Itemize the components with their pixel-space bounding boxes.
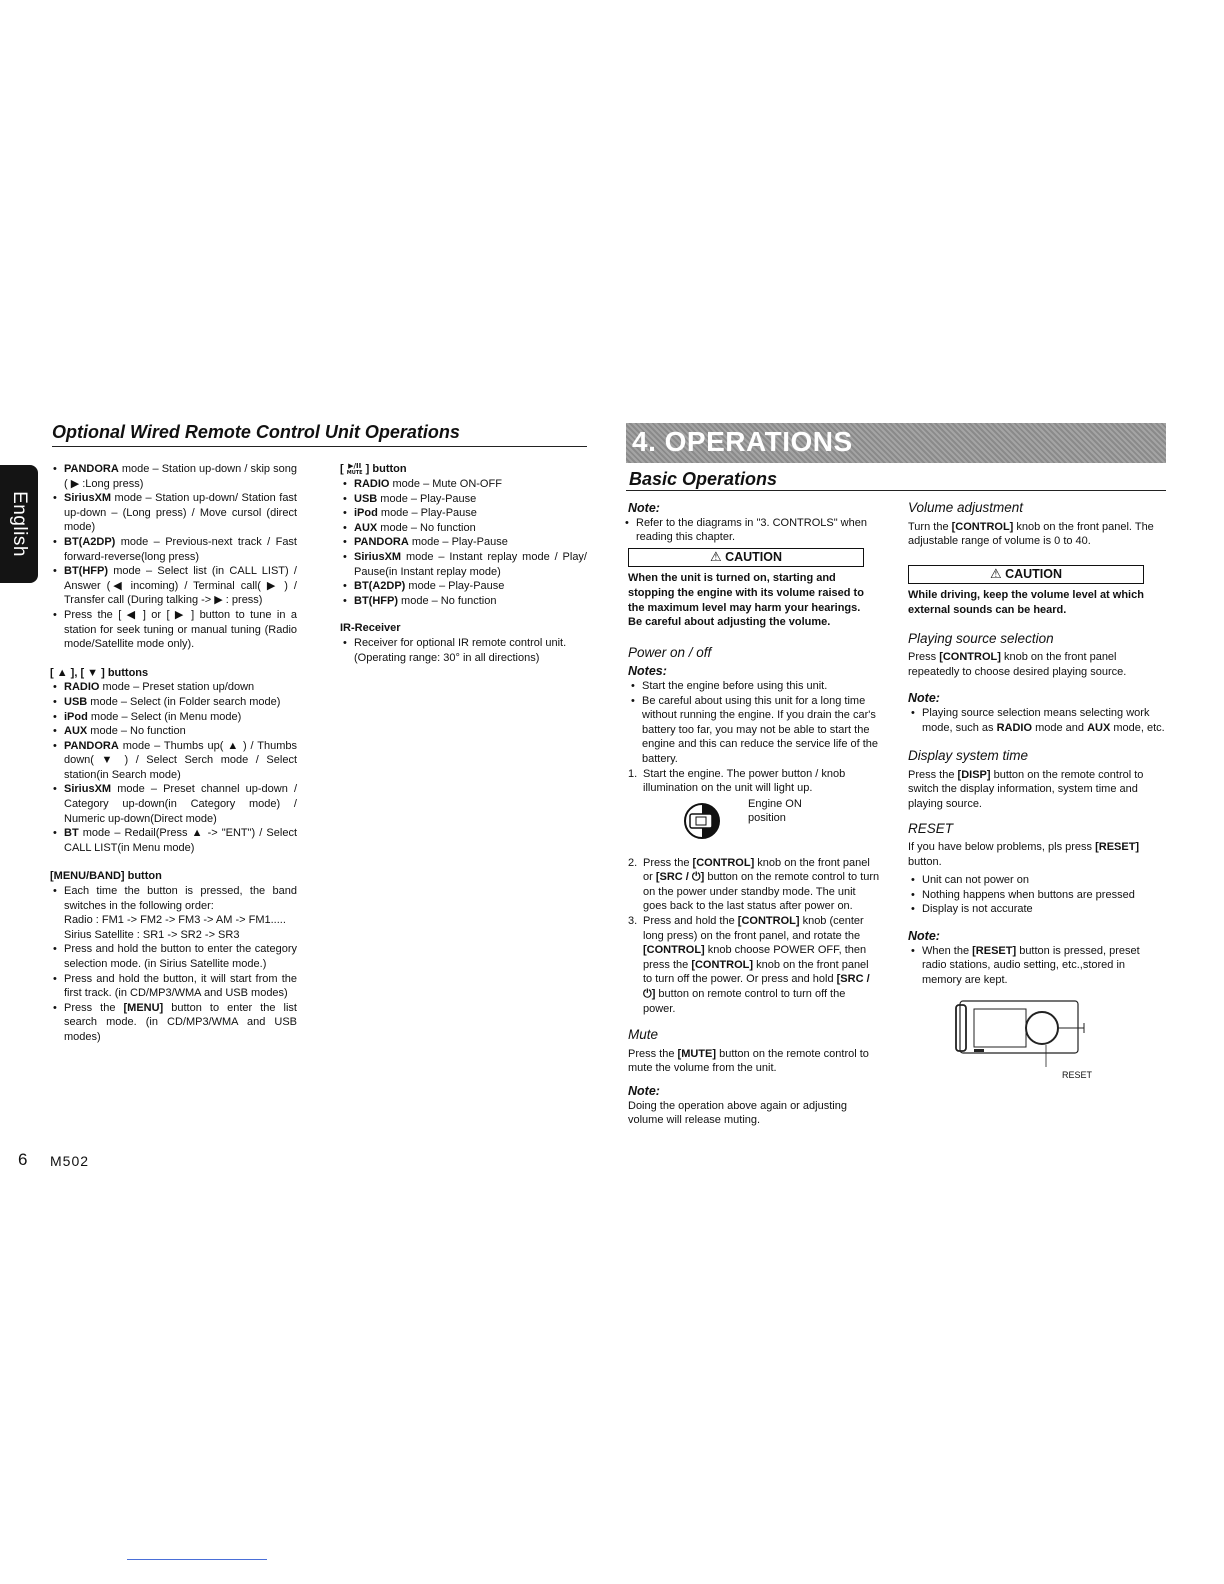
ignition-key-icon xyxy=(680,800,742,842)
display-time-title: Display system time xyxy=(908,748,1029,764)
model-name: M502 xyxy=(50,1153,90,1169)
list-item: • PANDORA mode – Thumbs up( ▲ ) / Thumbs down( ▼ ) / Select Serch mode / Select station(in Search mode) xyxy=(50,739,297,783)
source-title: Playing source selection xyxy=(908,630,1054,646)
list-item: • Refer to the diagrams in "3. CONTROLS" when reading this chapter. xyxy=(622,516,880,545)
list-item: • Press and hold the button, it will start from the first track. (in CD/MP3/WMA and USB modes) xyxy=(50,972,297,1001)
right-title-rule xyxy=(626,490,1166,491)
chapter-banner xyxy=(626,423,1166,463)
source-note-label: Note: xyxy=(908,691,940,706)
reset-problem-list xyxy=(908,873,1166,917)
engine-on-label: Engine ON position xyxy=(748,797,802,825)
list-item: • SiriusXM mode – Instant replay mode / Play/ Pause(in Instant replay mode) xyxy=(340,550,587,579)
reset-diagram xyxy=(908,995,1166,1085)
list-item: • PANDORA mode – Play-Pause xyxy=(340,535,587,550)
list-item: • Press and hold the button to enter the category selection mode. (in Sirius Satellite mode.) xyxy=(50,942,297,971)
right-section-title: Basic Operations xyxy=(629,469,778,489)
list-item: • SiriusXM mode – Station up-down/ Station fast up-down – (Long press) / Move cursol (direct mode) xyxy=(50,491,297,535)
power-steps-continued xyxy=(628,856,880,1017)
updown-list xyxy=(50,680,297,855)
left-column-2 xyxy=(340,462,587,665)
mute-note-text: Doing the operation above again or adjusting volume will release muting. xyxy=(628,1099,847,1127)
list-item: • BT(A2DP) mode – Play-Pause xyxy=(340,579,587,594)
play-pause-mute-icon: ▶/II MUTE xyxy=(346,462,363,476)
list-item: • Press the [MENU] button to enter the list search mode. (in CD/MP3/WMA and USB modes) xyxy=(50,1001,297,1045)
list-item: • Press the [ ◀ ] or [ ▶ ] button to tune in a station for seek tuning or manual tuning (Radio mode/Satellite mode only). xyxy=(50,608,297,652)
power-steps xyxy=(628,767,880,796)
warning-icon: ⚠ xyxy=(709,549,722,565)
mute-text: Press the [MUTE] button on the remote control to mute the volume from the unit. xyxy=(628,1047,869,1075)
notes-label: Notes: xyxy=(628,664,667,679)
chapter-title: 4. OPERATIONS xyxy=(632,426,853,457)
list-item: • BT(HFP) mode – No function xyxy=(340,594,587,609)
caution-box: ⚠ CAUTION xyxy=(628,548,864,568)
note-list xyxy=(622,516,880,545)
right-column-1 xyxy=(628,501,880,1128)
volume-title: Volume adjustment xyxy=(908,500,1024,515)
list-item: • BT mode – Redail(Press ▲ -> "ENT") / Select CALL LIST(in Menu mode) xyxy=(50,826,297,855)
step-3: 3. Press and hold the [CONTROL] knob (center long press) on the front panel, and rotate the [CONTROL] knob choose POWER OFF, then press the [CONTROL] knob on the front panel to turn off the power. Or press and hold [SRC / ⏻] button on remote control to turn off the power. xyxy=(628,915,870,1015)
list-item: • AUX mode – No function xyxy=(340,521,587,536)
caution-text-2: Be careful about adjusting the volume. xyxy=(628,616,831,629)
step-2: 2. Press the [CONTROL] knob on the front panel or [SRC / ⏻] button on the remote control to turn on the power under standby mode. The unit goes back to the last status after power on. xyxy=(628,856,880,913)
volume-text: Turn the [CONTROL] knob on the front panel. The adjustable range of volume is 0 to 40. xyxy=(908,520,1154,548)
warning-icon: ⚠ xyxy=(989,566,1002,582)
caution-text: When the unit is turned on, starting and stopping the engine with its volume raised to the maximum level may harm your hearings. xyxy=(628,572,864,614)
reset-text: If you have below problems, pls press [RESET] button. xyxy=(908,841,1140,868)
list-item: • PANDORA mode – Station up-down / skip song ( ▶ :Long press) xyxy=(50,462,297,491)
list-item: • BT(HFP) mode – Select list (in CALL LIST) / Answer (◀ incoming) / Terminal call( ▶ ) / Transfer call (During talking -> ▶ : press) xyxy=(50,564,297,608)
updown-heading: [ ▲ ], [ ▼ ] buttons xyxy=(50,666,149,679)
reset-note-label: Note: xyxy=(908,929,940,944)
list-item: • SiriusXM mode – Preset channel up-down / Category up-down(in Category mode) / Numeric up-down(Direct mode) xyxy=(50,782,297,826)
source-note-list xyxy=(908,706,1166,735)
list-item: • BT(A2DP) mode – Previous-next track / Fast forward-reverse(long press) xyxy=(50,535,297,564)
mute-button-heading: [ ▶/II MUTE ] button xyxy=(340,462,407,476)
list-item: • USB mode – Select (in Folder search mode) xyxy=(50,695,297,710)
list-item: • Be careful about using this unit for a long time without running the engine. If you drain the car's battery too far, you may not be able to start the engine and this can reduce the service life of the battery. xyxy=(628,694,880,767)
list-item: • Each time the button is pressed, the band switches in the following order: Radio : FM1 -> FM2 -> FM3 -> AM -> FM1..... Sirius Satellite : SR1 -> SR2 -> SR3 xyxy=(50,884,297,942)
list-item: • Playing source selection means selecting work mode, such as RADIO mode and AUX mode, etc. xyxy=(908,706,1166,735)
head-unit-illustration xyxy=(954,995,1094,1075)
list-item: • Receiver for optional IR remote control unit. (Operating range: 30° in all directions) xyxy=(340,636,587,665)
list-item: • Unit can not power on xyxy=(908,873,1166,888)
source-text: Press [CONTROL] knob on the front panel repeatedly to choose desired playing source. xyxy=(908,651,1127,678)
page-number: 6 xyxy=(18,1150,28,1169)
list-item: • USB mode – Play-Pause xyxy=(340,492,587,507)
list-item: • iPod mode – Play-Pause xyxy=(340,506,587,521)
mute-note-label: Note: xyxy=(628,1084,660,1098)
language-tab xyxy=(0,465,38,583)
list-item: • Nothing happens when buttons are pressed xyxy=(908,888,1166,903)
left-title-rule xyxy=(52,446,587,447)
engine-diagram xyxy=(628,796,880,848)
step-1: 1. Start the engine. The power button / knob illumination on the unit will light up. xyxy=(628,767,846,795)
ir-heading: IR-Receiver xyxy=(340,622,401,635)
ir-list xyxy=(340,636,587,665)
list-item: • RADIO mode – Preset station up/down xyxy=(50,680,297,695)
list-item: • Display is not accurate xyxy=(908,902,1166,917)
left-section-title: Optional Wired Remote Control Unit Operations xyxy=(52,422,460,442)
reset-label: RESET xyxy=(1062,1070,1093,1081)
seek-list xyxy=(50,462,297,652)
list-item: • iPod mode – Select (in Menu mode) xyxy=(50,710,297,725)
list-item: • When the [RESET] button is pressed, preset radio stations, audio setting, etc.,stored in memory are kept. xyxy=(908,944,1166,988)
menuband-heading: [MENU/BAND] button xyxy=(50,870,162,883)
power-title: Power on / off xyxy=(628,644,712,660)
list-item: • Start the engine before using this unit. xyxy=(628,679,880,694)
list-item: • RADIO mode – Mute ON-OFF xyxy=(340,477,587,492)
reset-title: RESET xyxy=(908,820,954,836)
caution-text-3: While driving, keep the volume level at which external sounds can be heard. xyxy=(908,589,1144,616)
power-notes xyxy=(628,679,880,767)
mute-title: Mute xyxy=(628,1027,659,1043)
right-column-2 xyxy=(908,501,1166,1085)
language-tab-label: English xyxy=(9,491,30,557)
mute-list xyxy=(340,477,587,608)
note-label: Note: xyxy=(628,501,660,515)
menuband-list xyxy=(50,884,297,1045)
list-item: • AUX mode – No function xyxy=(50,724,297,739)
reset-note-list xyxy=(908,944,1166,988)
caution-box-2: ⚠ CAUTION xyxy=(908,565,1144,585)
left-column-1 xyxy=(50,462,297,1045)
bottom-link-line xyxy=(127,1559,267,1560)
display-time-text: Press the [DISP] button on the remote control to switch the display information, system time and playing source. xyxy=(908,768,1144,810)
